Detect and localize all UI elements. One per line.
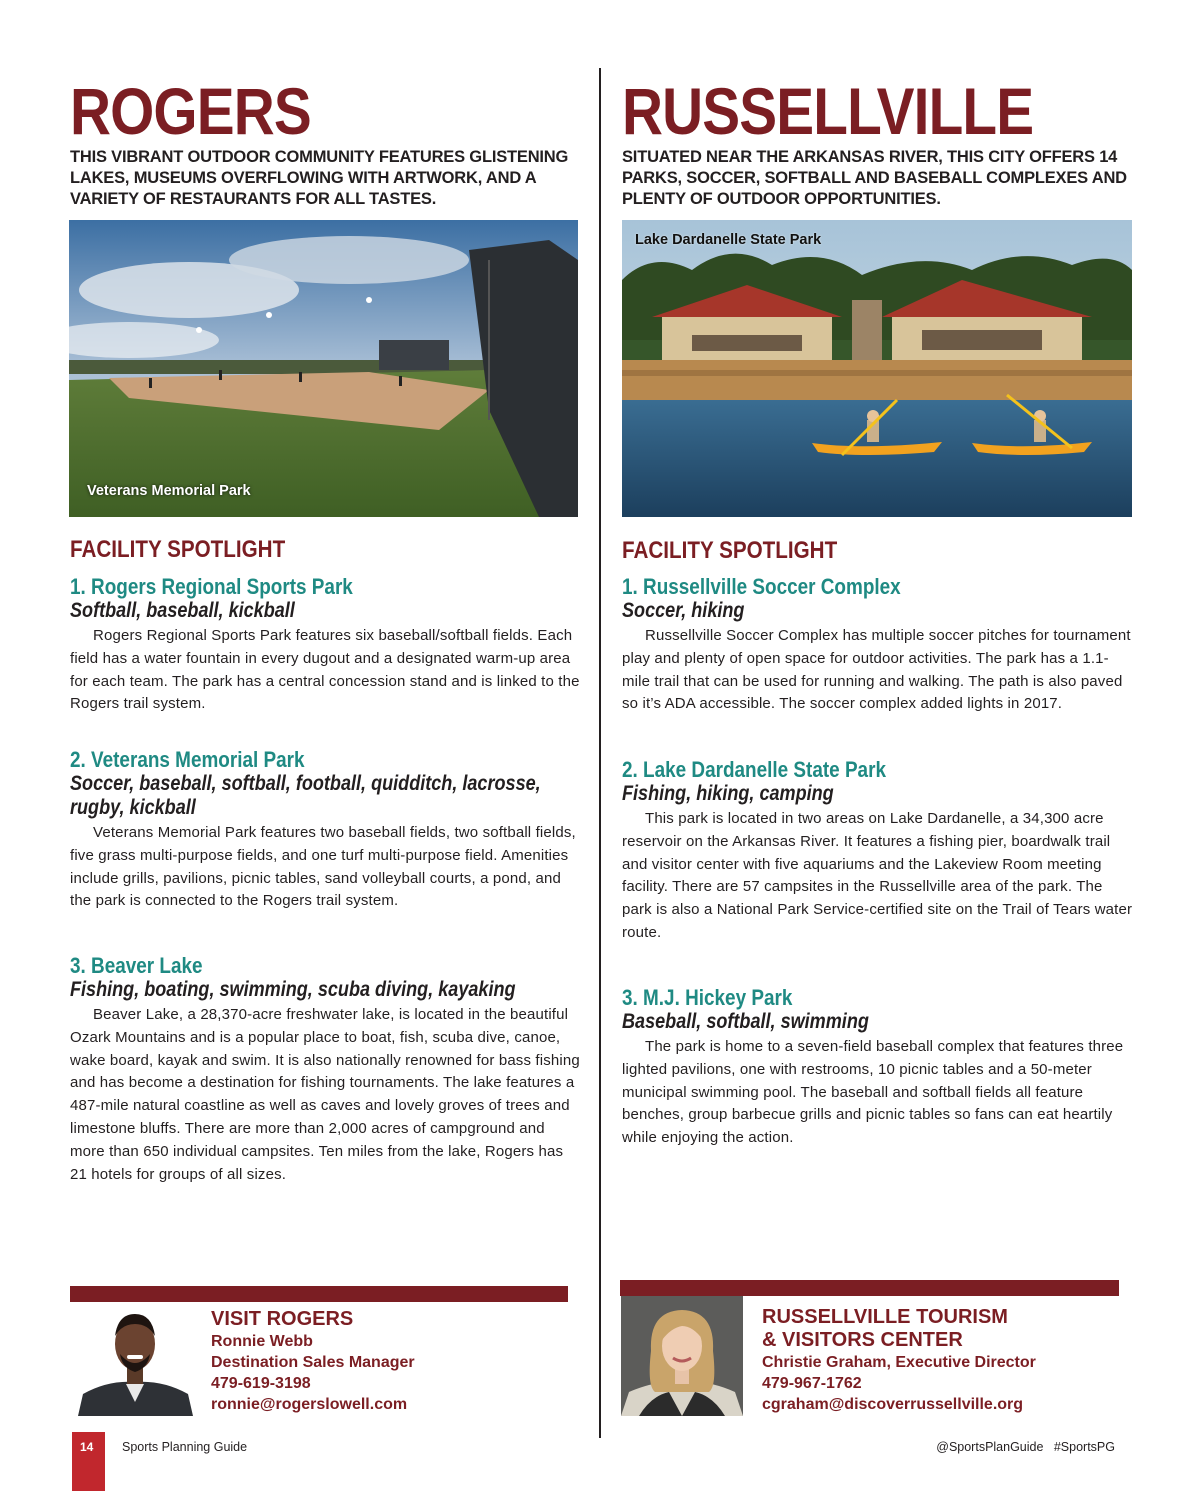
rogers-contact-info xyxy=(211,1308,415,1415)
column-divider xyxy=(599,68,601,1438)
lake-dardanelle-photo xyxy=(622,220,1132,517)
contact-role: Destination Sales Manager xyxy=(211,1354,415,1371)
christie-graham-photo xyxy=(621,1296,743,1416)
social-handles: @SportsPlanGuide #SportsPG xyxy=(936,1440,1115,1454)
russellville-title: RUSSELLVILLE xyxy=(622,74,1034,148)
photo-caption: Lake Dardanelle State Park xyxy=(635,232,822,248)
contact-name-role: Christie Graham, Executive Director xyxy=(762,1354,1036,1371)
contact-phone[interactable]: 479-967-1762 xyxy=(762,1375,862,1392)
contact-phone[interactable]: 479-619-3198 xyxy=(211,1375,311,1392)
rogers-title: ROGERS xyxy=(70,74,311,148)
facility-item xyxy=(622,985,1134,1150)
contact-email[interactable]: cgraham@discoverrussellville.org xyxy=(762,1396,1024,1413)
facility-item xyxy=(622,757,1134,945)
facility-description: The park is home to a seven-field baseball complex that features three lighted pavilions, one with restrooms, 10 picnic tables and a 50-meter municipal swimming pool. The baseball and softball fields all feature benches, group barbecue grills and picnic tables so fans can eat heartily while enjoying the action. xyxy=(622,1038,1124,1147)
facility-item xyxy=(70,747,580,913)
russellville-column xyxy=(622,0,1134,1491)
rogers-intro: THIS VIBRANT OUTDOOR COMMUNITY FEATURES GLISTENING LAKES, MUSEUMS OVERFLOWING WITH ARTWORK, AND A VARIETY OF RESTAURANTS FOR ALL TASTES. xyxy=(70,148,569,208)
rogers-column xyxy=(70,0,580,1491)
russellville-intro: SITUATED NEAR THE ARKANSAS RIVER, THIS CITY OFFERS 14 PARKS, SOCCER, SOFTBALL AND BASEBALL COMPLEXES AND PLENTY OF OUTDOOR OPPORTUNITIES. xyxy=(622,148,1127,208)
photo-caption: Veterans Memorial Park xyxy=(87,483,251,499)
facility-activities: Soccer, hiking xyxy=(622,599,745,622)
contact-organization-line2: & VISITORS CENTER xyxy=(762,1329,963,1351)
facility-activities: Fishing, boating, swimming, scuba diving, kayaking xyxy=(70,978,516,1001)
facility-activities: Baseball, softball, swimming xyxy=(622,1010,869,1033)
facility-name: 3. M.J. Hickey Park xyxy=(622,985,793,1010)
facility-spotlight-heading: FACILITY SPOTLIGHT xyxy=(70,536,286,563)
contact-email[interactable]: ronnie@rogerslowell.com xyxy=(211,1396,408,1413)
facility-name: 1. Russellville Soccer Complex xyxy=(622,574,901,599)
facility-description: Beaver Lake, a 28,370-acre freshwater lake, is located in the beautiful Ozark Mountains and is a popular place to boat, fish, scuba dive, canoe, wake board, kayak and swim. It is also nationally renowned for bass fishing and has become a destination for fishing tournaments. The lake features a 487-mile natural coastline as well as caves and lovely groves of trees and limestone bluffs. There are more than 2,000 acres of campground and more than 650 individual campsites. Ten miles from the lake, Rogers has 21 hotels for groups of all sizes. xyxy=(70,1006,580,1183)
publication-title: Sports Planning Guide xyxy=(122,1440,248,1454)
contact-organization: RUSSELLVILLE TOURISM xyxy=(762,1306,1008,1328)
facility-name: 3. Beaver Lake xyxy=(70,953,203,978)
facility-description: Veterans Memorial Park features two baseball fields, two softball fields, five grass multi-purpose fields, and one turf multi-purpose field. Amenities include grills, pavilions, picnic tables, sand volleyball courts, a pond, and the park is connected to the Rogers trail system. xyxy=(70,824,576,910)
contact-organization: VISIT ROGERS xyxy=(211,1308,354,1330)
page-number: 14 xyxy=(80,1440,94,1454)
facility-activities: Fishing, hiking, camping xyxy=(622,782,834,805)
facility-activities: Softball, baseball, kickball xyxy=(70,599,295,622)
veterans-memorial-park-photo xyxy=(69,220,578,517)
ronnie-webb-photo xyxy=(78,1302,193,1416)
facility-name: 2. Veterans Memorial Park xyxy=(70,747,305,772)
facility-activities: Soccer, baseball, softball, football, quidditch, lacrosse, rugby, kickball xyxy=(70,772,541,819)
facility-description: This park is located in two areas on Lake Dardanelle, a 34,300 acre reservoir on the Arkansas River. It features a fishing pier, boardwalk trail and visitor center with five aquariums and the Lakeview Room meeting facility. There are 57 campsites in the Russellville area of the park. The park is also a National Park Service-certified site on the Trail of Tears water route. xyxy=(622,810,1133,941)
facility-name: 1. Rogers Regional Sports Park xyxy=(70,574,353,599)
facility-item xyxy=(70,953,580,1186)
russellville-contact-info xyxy=(762,1306,1036,1415)
facility-description: Rogers Regional Sports Park features six baseball/softball fields. Each field has a water fountain in every dugout and a designated warm-up area for each team. The park has a central concession stand and is linked to the Rogers trail system. xyxy=(70,627,580,713)
rogers-contact-bar xyxy=(70,1286,568,1302)
contact-name: Ronnie Webb xyxy=(211,1333,313,1350)
facility-item xyxy=(622,574,1134,716)
russellville-contact-bar xyxy=(620,1280,1119,1296)
facility-description: Russellville Soccer Complex has multiple soccer pitches for tournament play and plenty of open space for outdoor activities. The park has a 1.1-mile trail that can be used for running and walking. The path is also paved so it’s ADA accessible. The soccer complex added lights in 2017. xyxy=(622,627,1131,713)
facility-spotlight-heading: FACILITY SPOTLIGHT xyxy=(622,537,838,564)
facility-item xyxy=(70,574,580,716)
facility-name: 2. Lake Dardanelle State Park xyxy=(622,757,886,782)
